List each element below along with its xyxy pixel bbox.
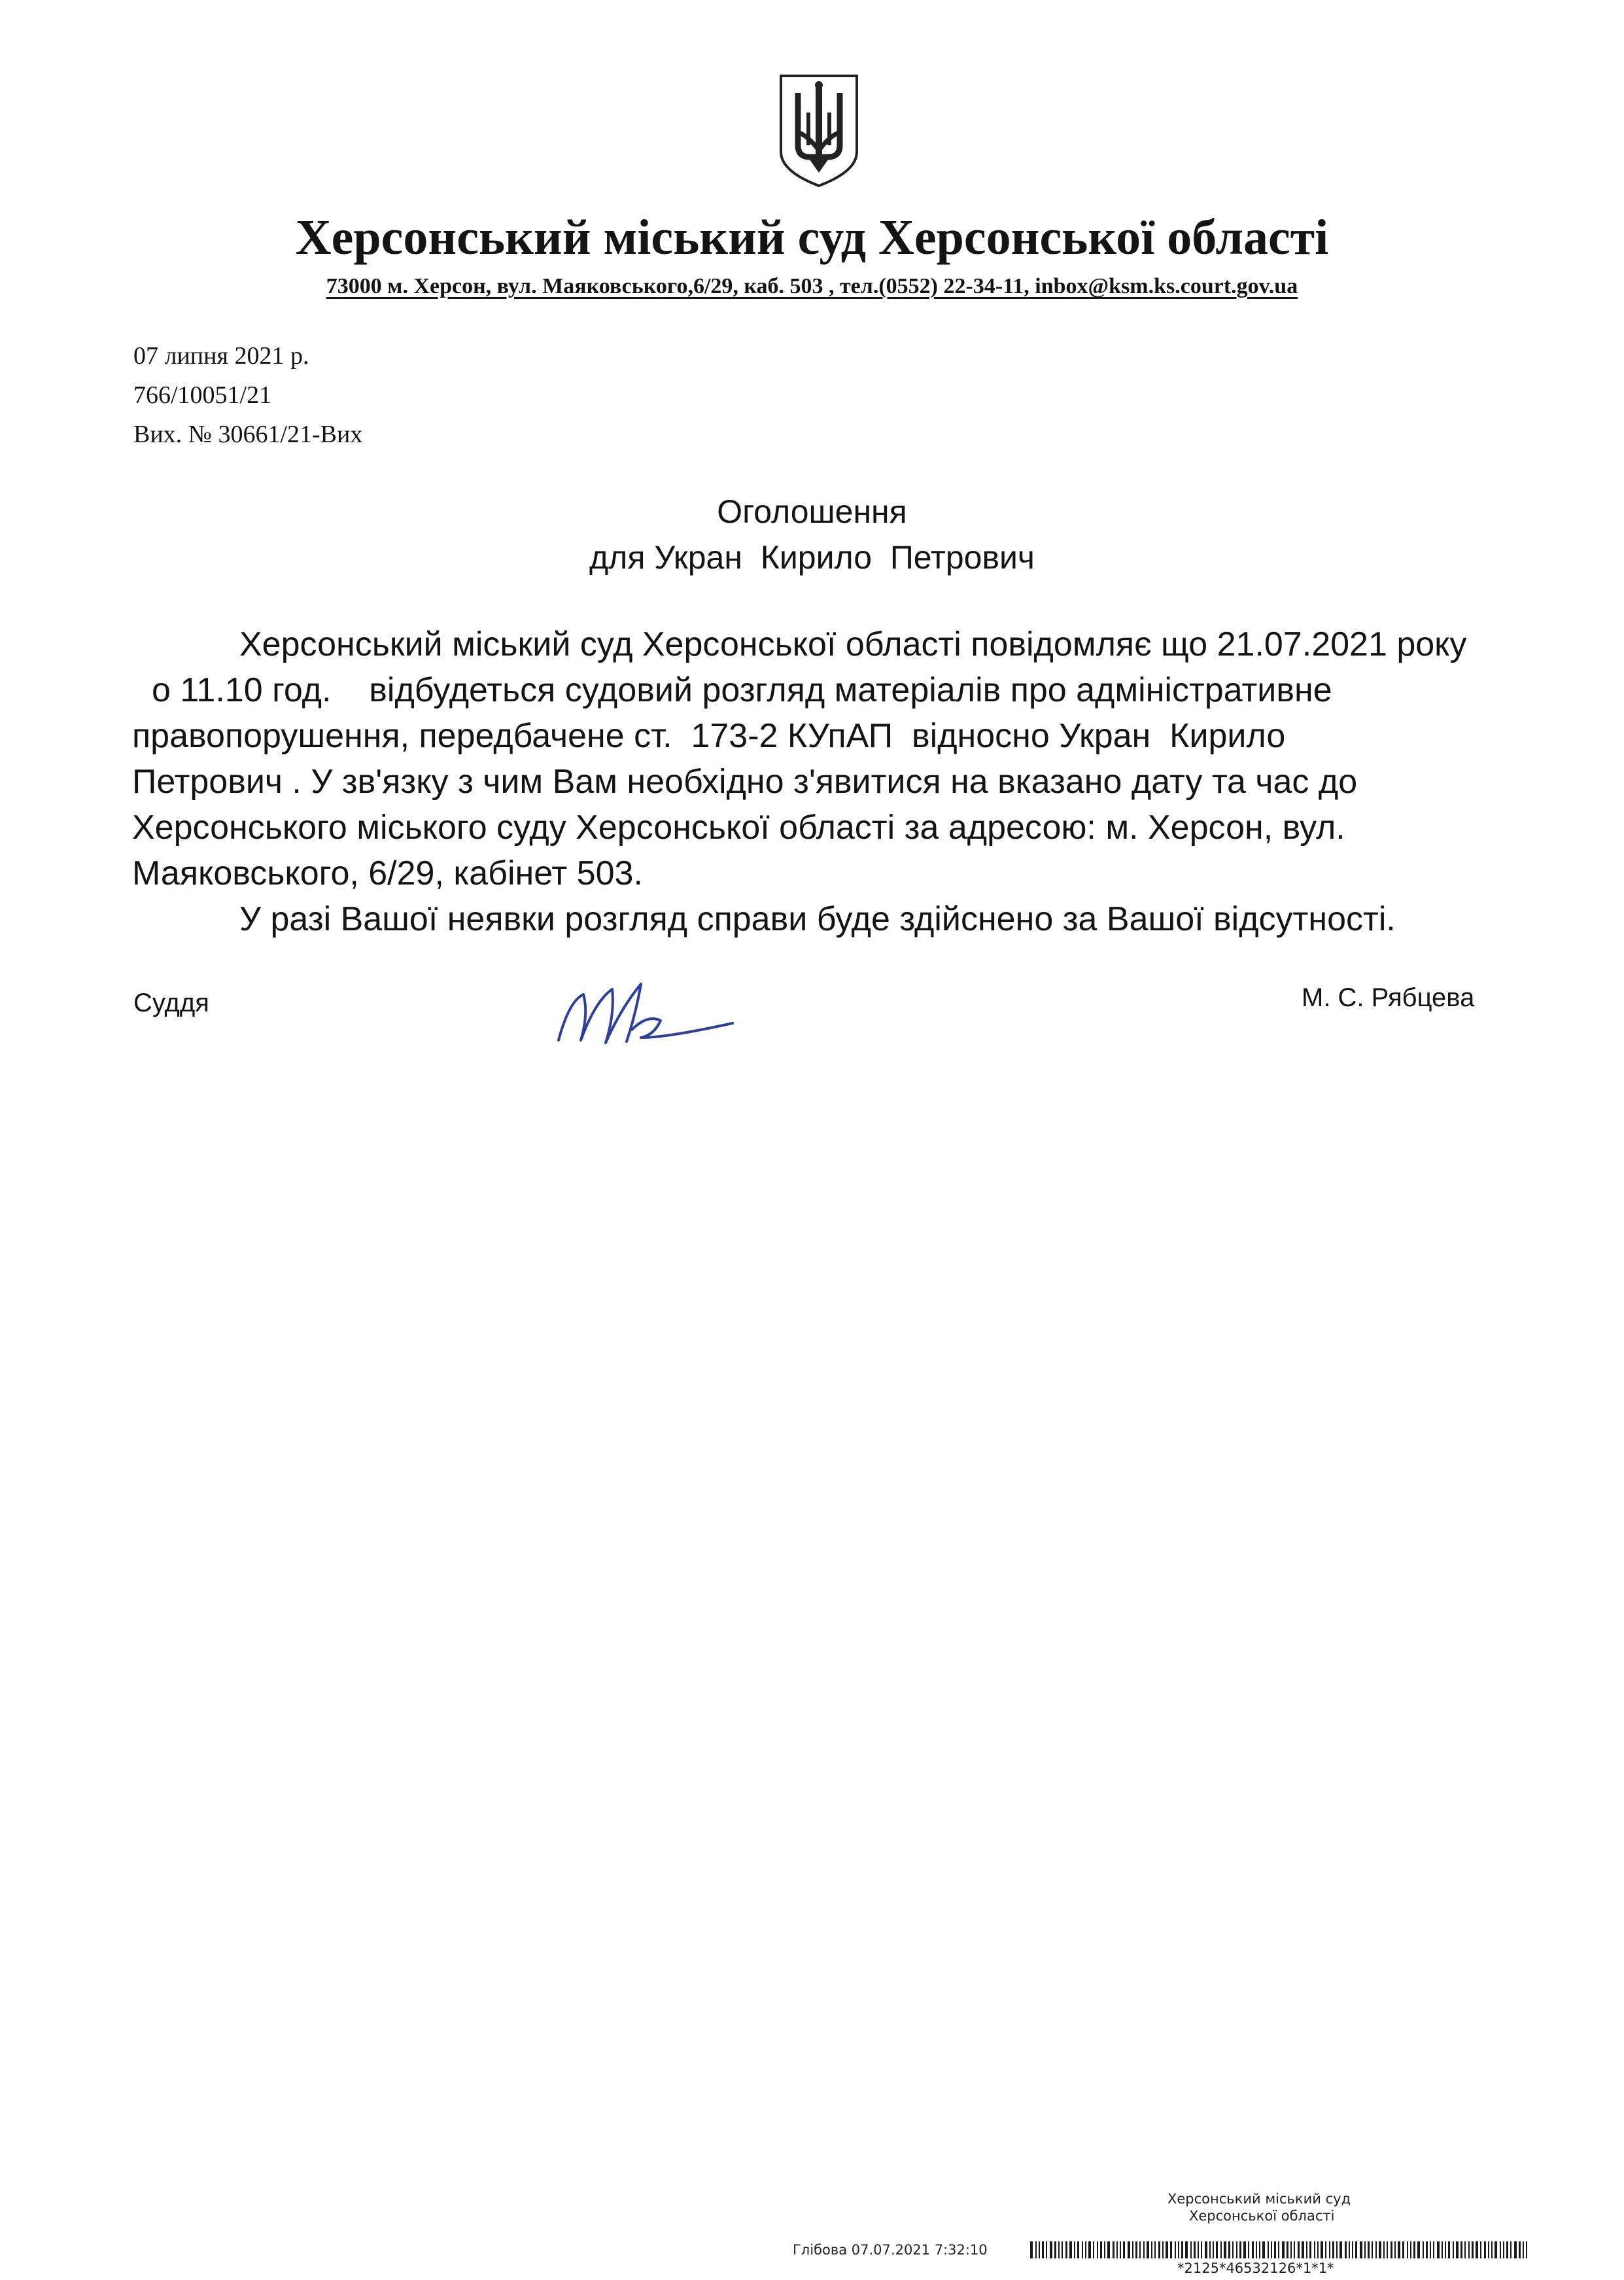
notice-line-3: правопорушення, передбачене ст. 173-2 КУпАП відносно Укран Кирило [132, 717, 1286, 755]
judge-name: М. С. Рябцева [1302, 983, 1475, 1012]
signature-role: Суддя [133, 989, 209, 1017]
stamp-registrar: Глібова 07.07.2021 7:32:10 [793, 2242, 988, 2258]
notice-line-6: Маяковського, 6/29, кабінет 503. [132, 854, 643, 892]
stamp-court-line-1: Херсонський міський суд [1167, 2191, 1351, 2207]
court-address-text: 73000 м. Херсон, вул. Маяковського,6/29, каб. 503 , тел.(0552) 22-34-11, inbox@ksm.ks.court.gov.ua [326, 274, 1298, 298]
barcode-code: *2125*46532126*1*1* [1177, 2260, 1334, 2276]
notice-line-2: о 11.10 год. відбудеться судовий розгляд матеріалів про адміністративне [152, 671, 1332, 709]
court-name: Херсонський міський суд Херсонської області [295, 210, 1329, 265]
notice-line-4: Петрович . У зв'язку з чим Вам необхідно з'явитися на вказано дату та час до [132, 763, 1358, 801]
barcode-icon [1030, 2241, 1527, 2258]
notice-title: Оголошення [717, 493, 907, 530]
document-date: 07 липня 2021 р. [133, 342, 309, 370]
notice-line-1: Херсонський міський суд Херсонської області повідомляє що 21.07.2021 року [239, 625, 1467, 663]
notice-line-5: Херсонського міського суду Херсонської області за адресою: м. Херсон, вул. [132, 809, 1345, 847]
court-address [0, 272, 1624, 301]
notice-addressee: для Укран Кирило Петрович [589, 539, 1035, 576]
notice-line-7: У разі Вашої неявки розгляд справи буде здійснено за Вашої відсутності. [239, 900, 1396, 938]
stamp-court-line-2: Херсонської області [1189, 2208, 1335, 2224]
coat-of-arms-icon [778, 73, 859, 188]
case-number: 766/10051/21 [133, 381, 272, 409]
handwritten-signature-icon [549, 975, 739, 1053]
outgoing-number: Вих. № 30661/21-Вих [133, 421, 363, 448]
